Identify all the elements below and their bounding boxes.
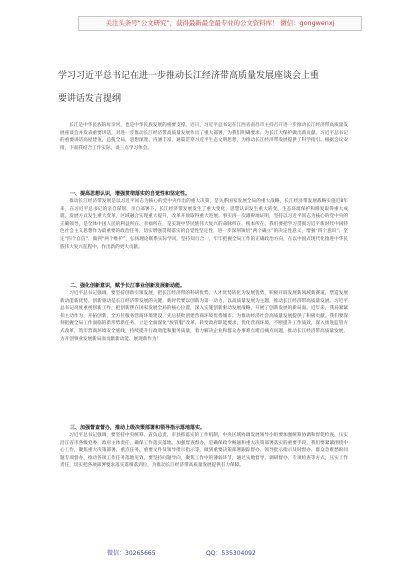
section3-body: 习近平总书记强调，要坚持中央统筹、省负总责、市县抓落实的工作机制，中央区域协调发展领导小组要加强统筹协调和督促检查，压实沿江省市各级党委、政府主体责任，确保工作落实落地。加强督查督办，是确保政令畅通和重大决策部署落实的重要手段。我们要紧紧围绕中心工作，聚焦重大决策部署、重点任务、重要文件及领导批示指示等，做到重要决策部署跟踪督办、领导批示指示及时督办、群众急难愁盼问题专项督办，推动各项工作任务落地见效。要坚持问题导向，聚焦工作中的薄弱环节，通过实地督导、调研督办、专项检查等方式，压实工作责任，切实把各项部署要求落实落细落到位，为推动长江经济带高质量发展提供有力保障。 (60, 433, 348, 469)
footer-qq: QQ：535304092 (206, 550, 256, 557)
section2-body: 习近平总书记强调，要坚持创新引领发展，把长江经济带的科研优势、人才优势转化为发展优势，积极开辟发展新领域新赛道，塑造发展新动能新优势。创新驱动是长江经济带发展的关键，新时代要以创新为第一动力，以高质量发展为主题，推动长江经济带高质量发展。习近平总书记高度重视创新工作，把创新摆在国家发展全局的核心位置，深入实施创新驱动发展战略，开展了创新发展的新局面。近年来，我局紧紧扣主动作为，开拓创新，全方位服务营商环境建设，先后获批创建营商环境优秀城市。为推动经济社会高质量发展提供了积极贡献。我们要深刻把握全局工作面临的新形势新任务，立足全面深化“放管服”改革，转变政府职能要求，优化营商环境，不断提升工作质效，深入推进监管方式改革，筑牢营商环境安全底线，持续提升行政效能和服务质量，着力解决企业和群众办事难点堵点痛点问题，推动长江经济带高质量发展，为开创事业发展新局面贡献新动能、展现新作为！ (60, 291, 348, 342)
section1-body: 推动长江经济带发展是以习近平同志为核心的党中央作出的重大决策，是关系国家发展全局的重大战略。长江经济带发展战略实施近8年来，在习近平总书记的亲自谋划、亲自部署下，长江经济带发展发生了重大变化，思想认识发生重大转变，生态环境保护和修复取得重大成就，发展方式发生重大变革，区域融合实现重大提升，改革开放取得重大进展。事实再一次雄辩地证明，坚持以习近平同志为核心的党中央的正确领导，是全体中国人民的利益所在、幸福所在，是实现中华民族伟大复兴的命脉所在、根本所在。我们要把学习贯彻习近平新时代中国特色社会主义思想作为最重要的政治任务，切实增强贯彻落实的自觉性坚定性，进一步深刻领悟“两个确立”的决定性意义，增强“四个意识”、坚定“四个自信”、做到“两个维护”，弘扬理论联系实际学风，坚持知行合一，牢牢把握全局工作的正确政治方向，在以中国式现代化推进中华民族伟大复兴征程中，作出新的更大贡献。 (60, 199, 348, 250)
promo-banner: 关注头条号“公文研究”，获得最新最全最专业的公文资料库！ 微信：gongwenxj (78, 16, 362, 31)
footer-wechat: 微信：30265665 (107, 550, 156, 557)
document-title-line1: 学习习近平总书记在进一步推动长江经济带高质量发展座谈会上重 (58, 71, 320, 81)
section1-heading: 一、提高思想认识，增强贯彻落实的自觉性和坚定性。 (70, 191, 191, 197)
footer-contact (0, 548, 408, 560)
intro-paragraph: 长江是中华民族的母亲河，也是中华民族发展的重要支撑。近日，习近平总书记在江西省南昌市主持召开进一步推动长江经济带高质量发展座谈会并发表重要讲话，对进一步推动长江经济带高质量发展作出了重大部署，为我们明确要求。为长江大保护做出新贡献。习近平总书记的重要讲话高屋建瓴，总揽全局，思想深邃、内涵丰富，通篇贯穿习近平生态文明思想，为推动长江经济带发展提供了科学指引。根据会议安排，下面我结合工作实际，谈三点学习体会。 (60, 123, 348, 151)
section3-heading: 三、加强督查督办，推动上级决策部署和领导指示落地落实。 (70, 425, 206, 431)
document-title-line2: 要讲话发言提纲 (58, 94, 122, 104)
section2-heading: 二、强化创新意识，赋予长江事业创新发展新动能。 (70, 283, 186, 289)
